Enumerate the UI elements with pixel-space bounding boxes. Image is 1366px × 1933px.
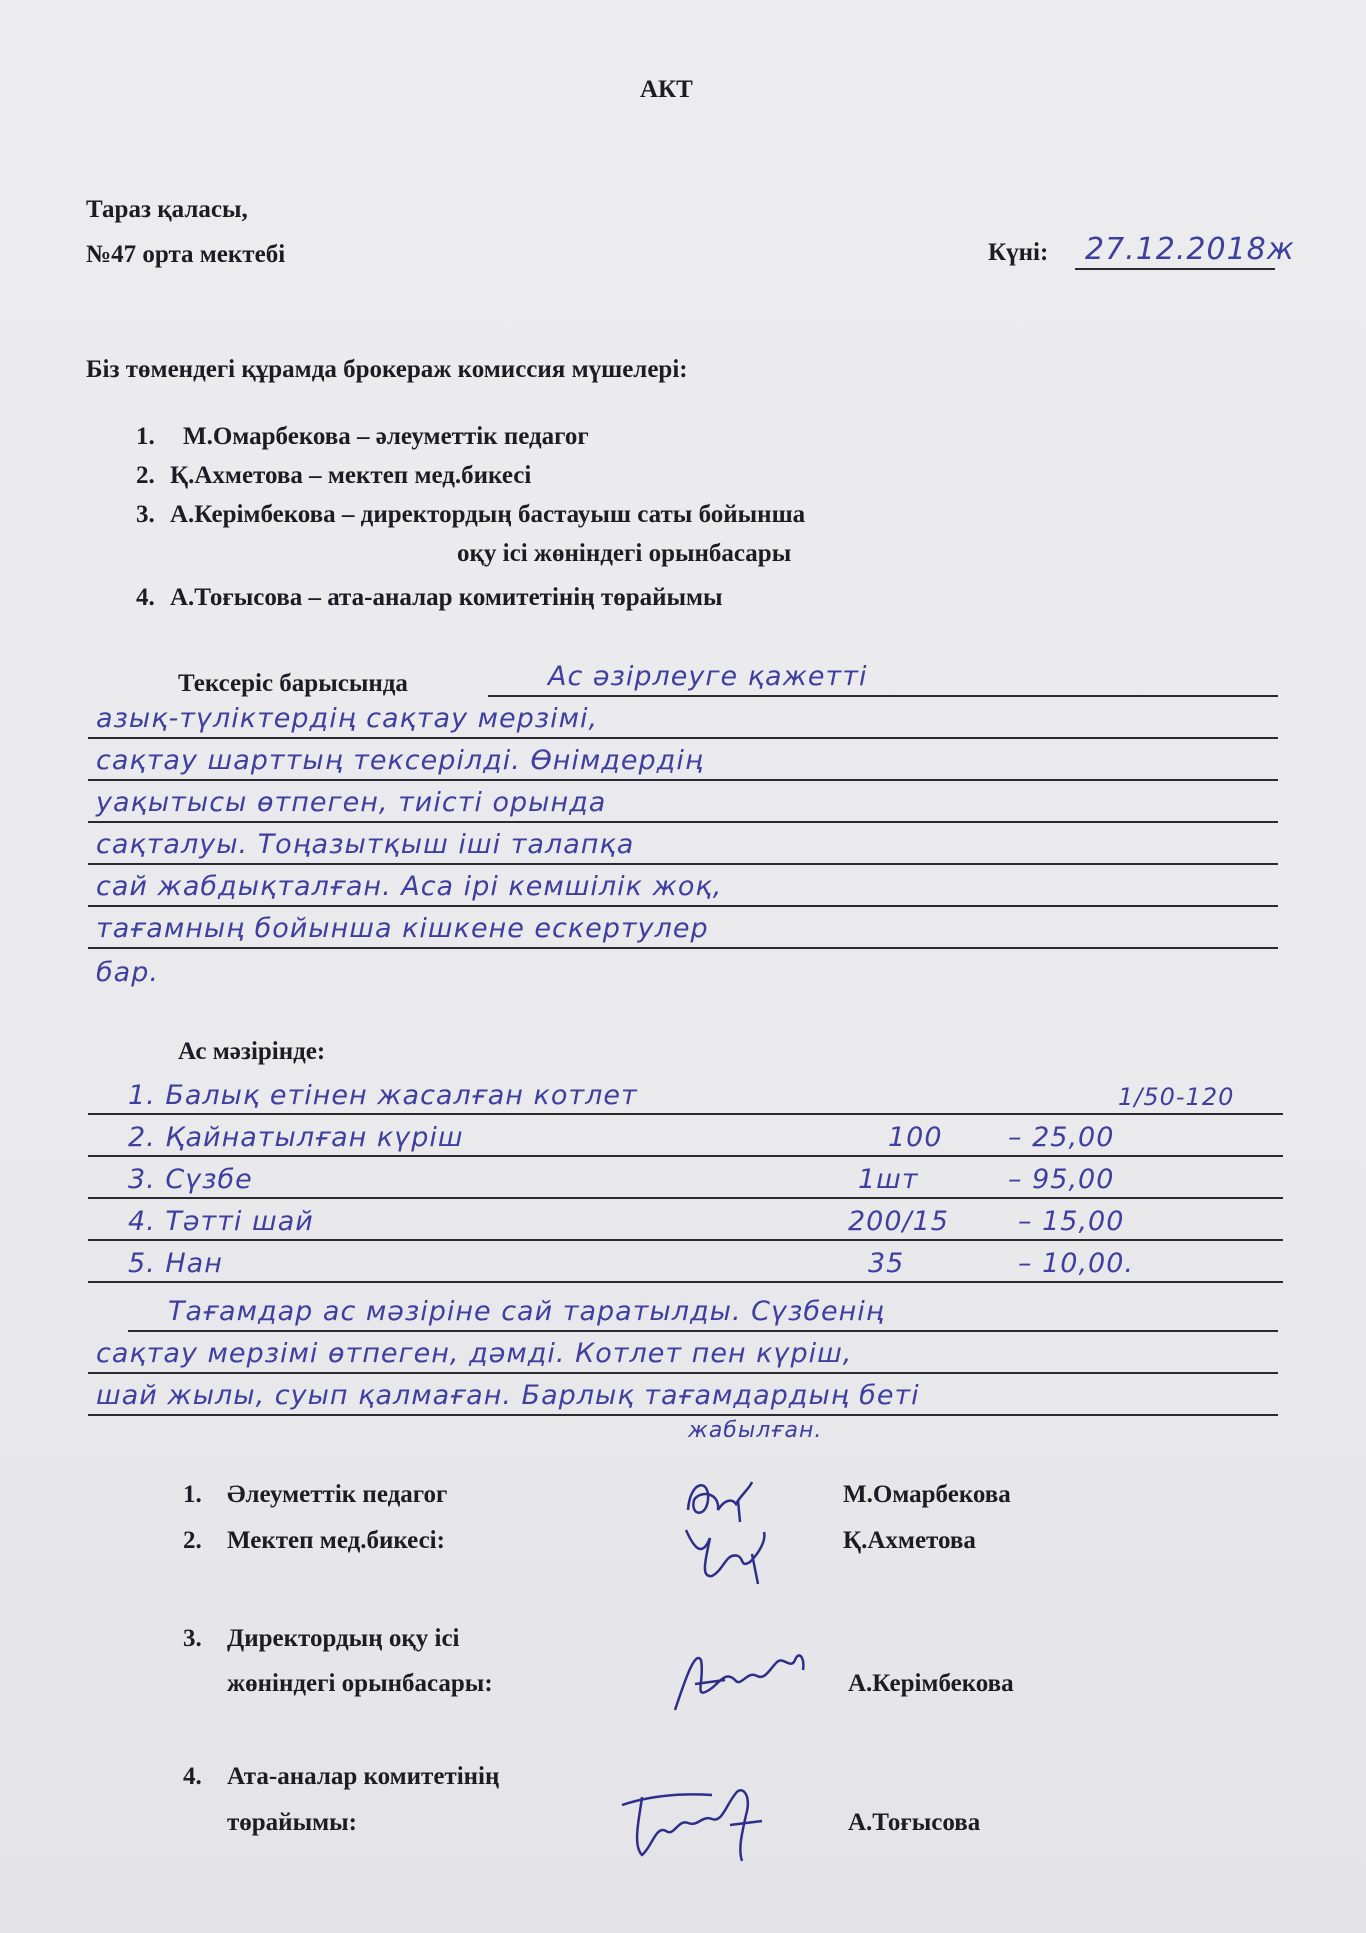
inspection-label: Тексеріс барысында — [178, 670, 408, 697]
menu-label: Ас мәзірінде: — [178, 1038, 326, 1065]
member-2-text: Қ.Ахметова – мектеп мед.бикесі — [170, 462, 532, 489]
menu-item — [88, 1117, 1283, 1157]
signer-4-role: Ата-аналар комитетінің — [227, 1763, 500, 1790]
inspection-notes — [88, 655, 1278, 991]
school-line: №47 орта мектебі — [86, 241, 286, 268]
conclusion-line: Тағамдар ас мәзіріне сай таратылды. Сүзбенің — [128, 1290, 1278, 1332]
commission-intro: Біз төмендегі құрамда брокераж комиссия мүшелері: — [86, 356, 688, 383]
menu-amount: 200/15 — [848, 1206, 949, 1237]
signer-1-name: М.Омарбекова — [843, 1481, 1011, 1508]
menu-dish: 4. Тәтті шай — [128, 1206, 314, 1237]
signer-3-number: 3. — [183, 1625, 202, 1652]
conclusion-line: сақтау мерзімі өтпеген, дәмді. Котлет пен күріш, — [88, 1332, 1278, 1374]
document-title: АКТ — [640, 76, 693, 103]
member-1-text: М.Омарбекова – әлеуметтік педагог — [183, 423, 589, 450]
date-value: 27.12.2018ж — [1085, 232, 1295, 267]
conclusion-notes — [88, 1290, 1278, 1446]
menu-amount: 1шт — [858, 1164, 919, 1195]
inspection-line: сақталуы. Тоңазытқыш іші талапқа — [88, 823, 1278, 865]
date-underline — [1075, 268, 1275, 270]
member-2-number: 2. — [136, 462, 155, 489]
menu-amount: 1/50-120 — [1118, 1083, 1235, 1111]
inspection-line: уақытысы өтпеген, тиісті орында — [88, 781, 1278, 823]
member-4-text: А.Тоғысова – ата-аналар комитетінің төрайымы — [170, 584, 723, 611]
signer-4-number: 4. — [183, 1763, 202, 1790]
menu-dish: 2. Қайнатылған күріш — [128, 1122, 464, 1153]
menu-item — [88, 1201, 1283, 1241]
signer-1-number: 1. — [183, 1481, 202, 1508]
menu-price: – 15,00 — [1018, 1206, 1125, 1237]
conclusion-line: жабылған. — [688, 1418, 823, 1443]
signer-4-signature — [612, 1775, 782, 1865]
menu-item — [88, 1243, 1283, 1283]
menu-dish: 5. Нан — [128, 1248, 223, 1279]
menu-dish: 3. Сүзбе — [128, 1164, 253, 1195]
menu-amount: 100 — [888, 1122, 943, 1153]
inspection-line: азық-түліктердің сақтау мерзімі, — [88, 697, 1278, 739]
member-3-text: А.Керімбекова – директордың бастауыш саты бойынша — [170, 501, 806, 528]
date-label: Күні: — [988, 239, 1049, 266]
signer-3-role: Директордың оқу ісі — [227, 1625, 460, 1652]
signer-2-number: 2. — [183, 1527, 202, 1554]
city-line: Тараз қаласы, — [86, 196, 248, 223]
inspection-line: бар. — [96, 957, 159, 988]
menu-item — [88, 1075, 1283, 1115]
member-1-number: 1. — [136, 423, 155, 450]
signer-2-role: Мектеп мед.бикесі: — [227, 1527, 445, 1554]
conclusion-line: шай жылы, суып қалмаған. Барлық тағамдардың беті — [88, 1374, 1278, 1416]
menu-item — [88, 1159, 1283, 1199]
signer-3-name: А.Керімбекова — [848, 1670, 1014, 1697]
inspection-line: Ас әзірлеуге қажетті — [488, 655, 1278, 697]
inspection-line: тағамның бойынша кішкене ескертулер — [88, 907, 1278, 949]
member-3-continuation: оқу ісі жөніндегі орынбасары — [457, 540, 792, 567]
signer-3-role-cont: жөніндегі орынбасары: — [227, 1670, 493, 1697]
inspection-line: сақтау шарттың тексерілді. Өнімдердің — [88, 739, 1278, 781]
menu-dish: 1. Балық етінен жасалған котлет — [128, 1080, 638, 1111]
signer-2-name: Қ.Ахметова — [843, 1527, 976, 1554]
member-3-number: 3. — [136, 501, 155, 528]
signer-1-role: Әлеуметтік педагог — [227, 1481, 448, 1508]
menu-price: – 10,00. — [1018, 1248, 1134, 1279]
signer-4-role-cont: төрайымы: — [227, 1809, 357, 1836]
menu-price: – 25,00 — [1008, 1122, 1115, 1153]
signer-3-signature — [665, 1640, 815, 1720]
menu-price: – 95,00 — [1008, 1164, 1115, 1195]
menu-amount: 35 — [868, 1248, 905, 1279]
signer-4-name: А.Тоғысова — [848, 1809, 981, 1836]
inspection-line: сай жабдықталған. Аса ірі кемшілік жоқ, — [88, 865, 1278, 907]
signer-2-signature — [680, 1518, 780, 1588]
member-4-number: 4. — [136, 584, 155, 611]
